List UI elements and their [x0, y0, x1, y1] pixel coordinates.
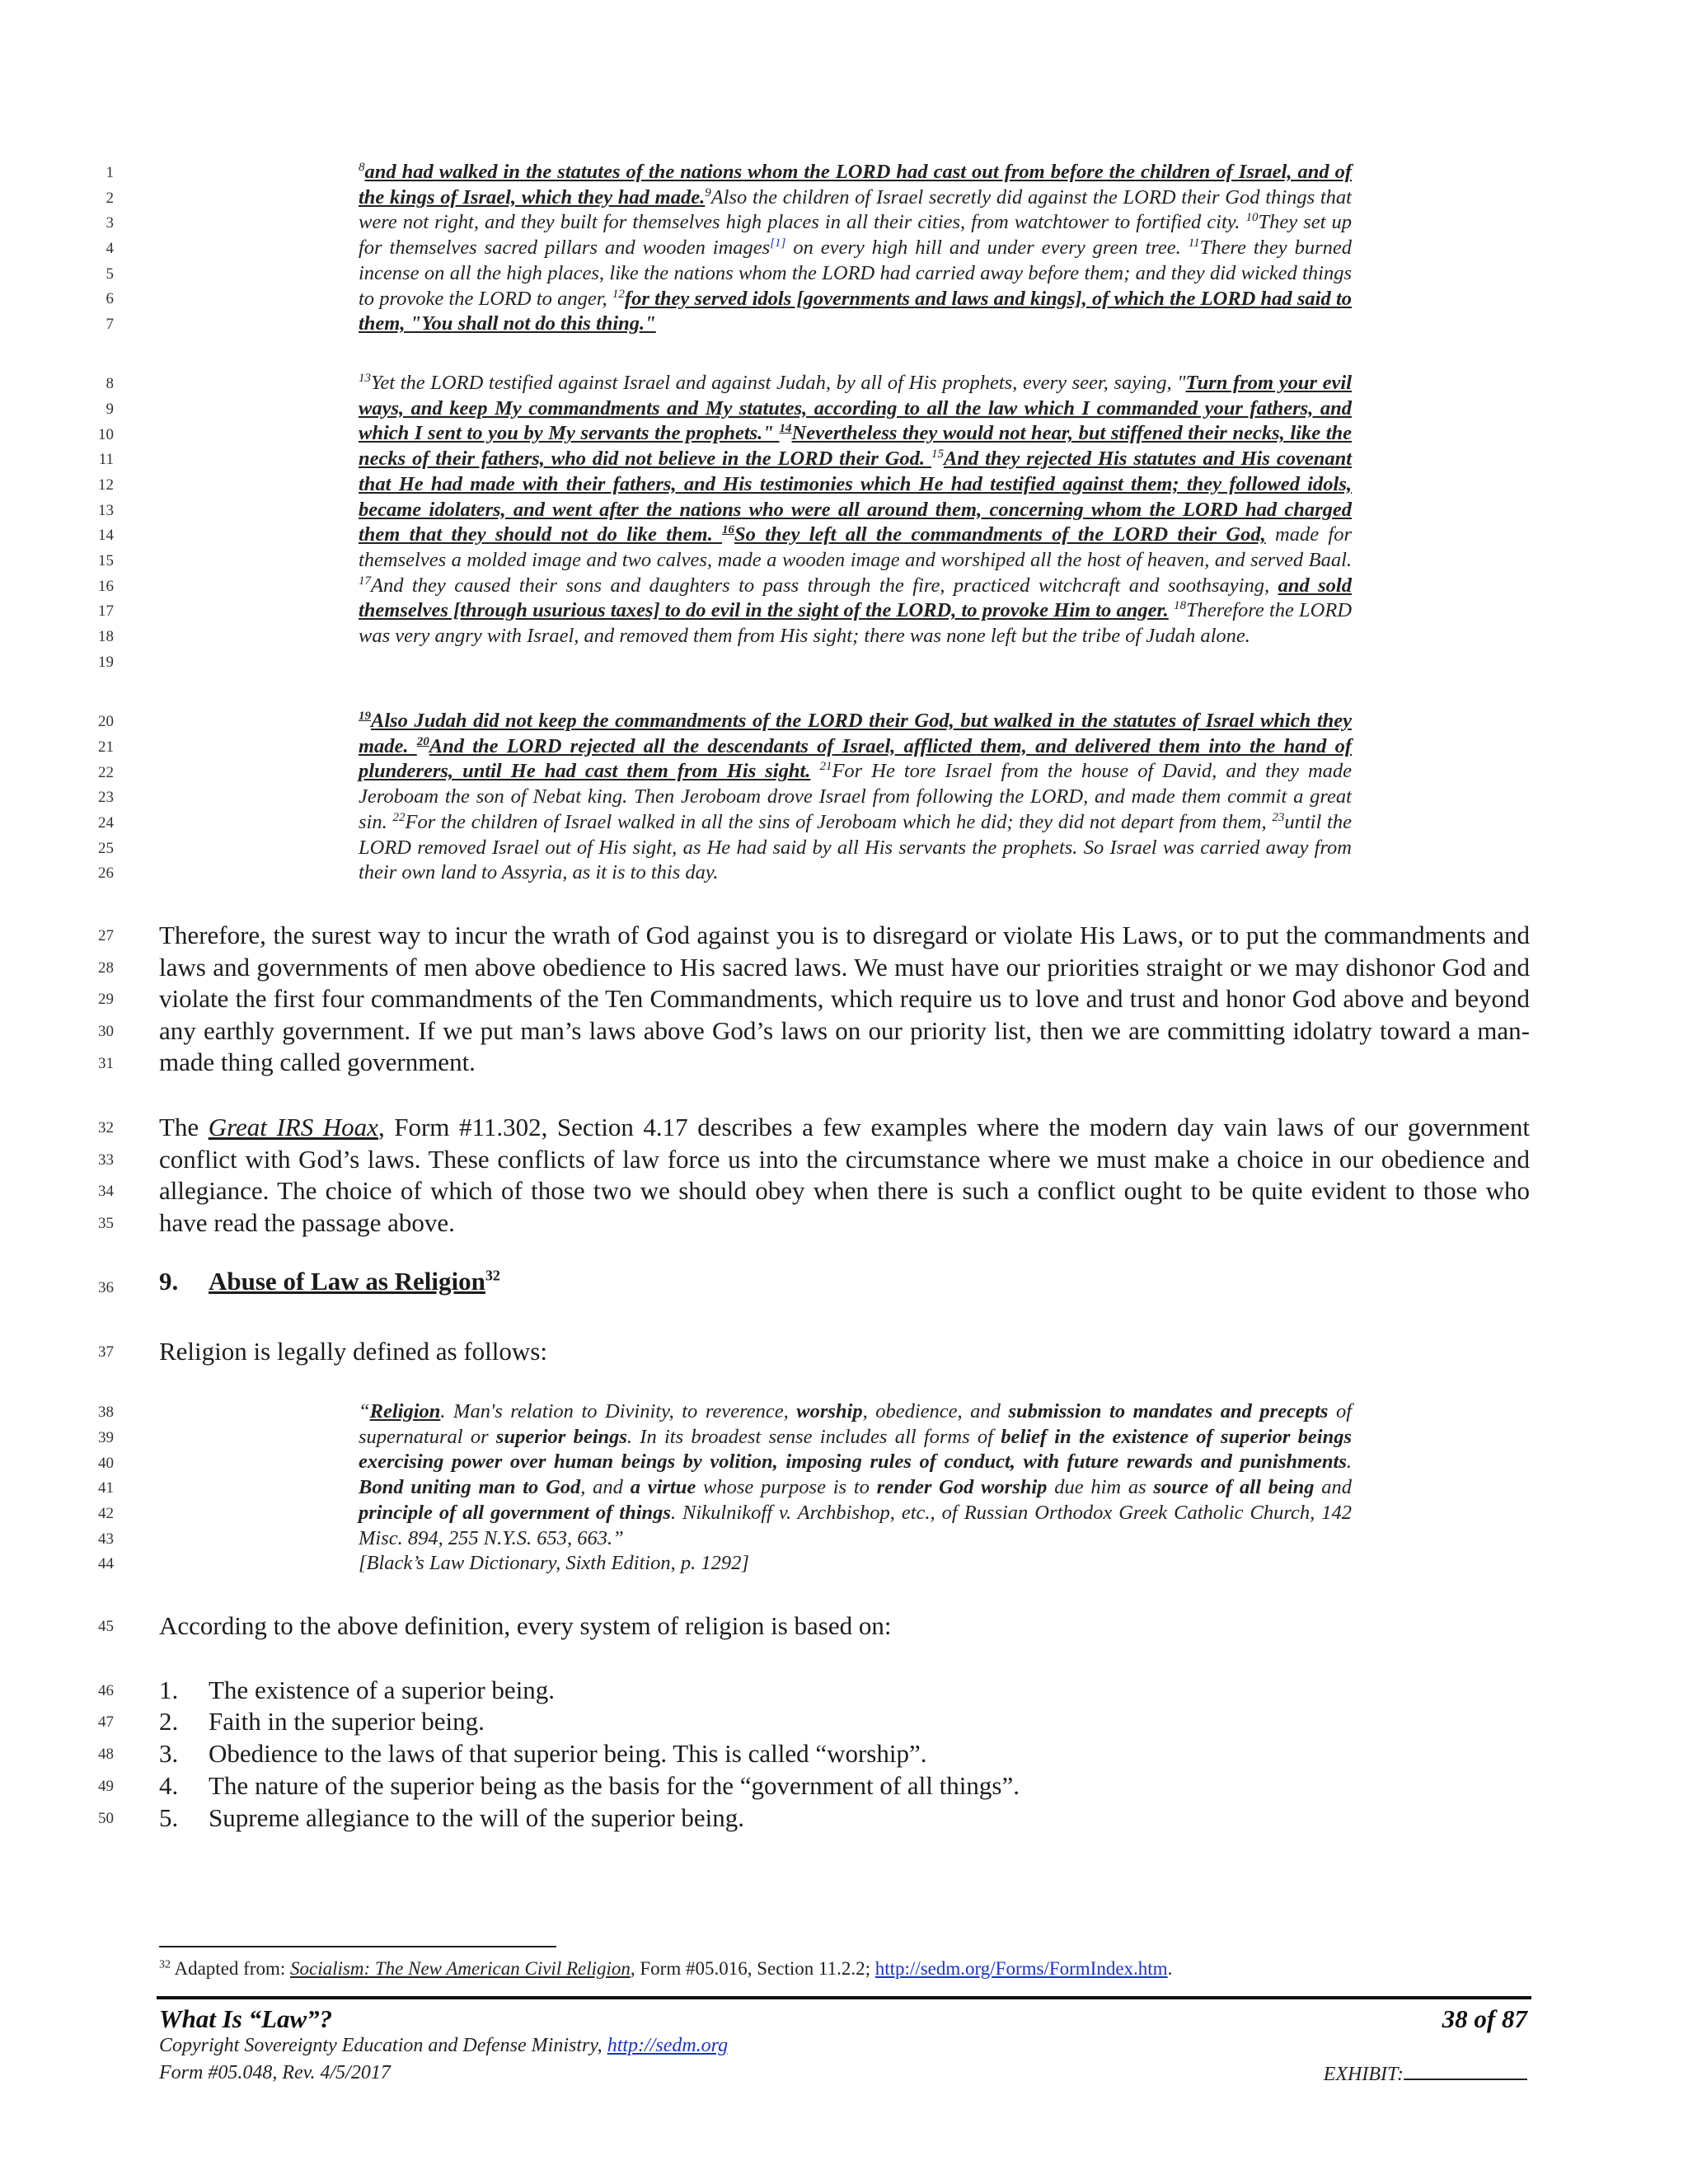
definition-quote: “Religion. Man's relation to Divinity, to reverence, worship, obedience, and submission to mandates and precepts of supernatural or superior beings. In its broadest sense includes all forms of belief in the existence of superior beings exercising power over human beings by volition, imposing rules of conduct, with future rewards and punishments. Bond uniting man to God, and a virtue whose purpose is to render God worship due him as source of all being and principle of all government of things. Nikulnikoff v. Archbishop, etc., of Russian Orthodox Greek Catholic Church, 142 Misc. 894, 255 N.Y.S. 653, 663.” [Black’s Law Dictionary, Sixth Edition, p. 1292] — [359, 1400, 1353, 1575]
line-number: 8 — [106, 375, 114, 392]
footnote-separator — [159, 1946, 556, 1947]
line-number: 12 — [98, 476, 114, 494]
footnote-link[interactable]: [1] — [770, 236, 786, 250]
line-number: 27 — [98, 927, 114, 944]
line-number: 20 — [98, 713, 114, 730]
line-number: 6 — [106, 290, 114, 307]
line-number: 49 — [98, 1778, 114, 1795]
line-number: 50 — [98, 1810, 114, 1827]
line-number: 29 — [98, 991, 114, 1008]
body-paragraph: Religion is legally defined as follows: — [159, 1337, 547, 1366]
line-number: 15 — [98, 552, 114, 569]
line-number: 3 — [106, 214, 114, 232]
body-paragraph: The Great IRS Hoax, Form #11.302, Section 4.17 describes a few examples where the modern day vain laws of our government conflict with God’s laws. These conflicts of law force us into the circumstance where we must make a choice in our obedience and allegiance. The choice of which of those two we should obey when there is such a conflict ought to be quite evident to those who have read the passage above. — [159, 1113, 1530, 1237]
line-number: 39 — [98, 1429, 114, 1446]
line-number: 47 — [98, 1713, 114, 1731]
line-number: 48 — [98, 1746, 114, 1763]
list-item: 2. Faith in the superior being. — [159, 1707, 485, 1736]
sedm-link[interactable]: http://sedm.org — [607, 2035, 729, 2056]
line-number: 43 — [98, 1530, 114, 1548]
line-number: 28 — [98, 959, 114, 977]
exhibit-blank — [1404, 2062, 1527, 2080]
footer-form-number: Form #05.048, Rev. 4/5/2017 — [159, 2062, 391, 2083]
footer-document-title: What Is “Law”? — [159, 2004, 333, 2033]
line-number: 46 — [98, 1682, 114, 1699]
footnote-reference[interactable]: 32 — [485, 1267, 500, 1284]
line-number: 16 — [98, 578, 114, 595]
line-number: 36 — [98, 1279, 114, 1296]
line-number: 18 — [98, 628, 114, 645]
line-number: 35 — [98, 1215, 114, 1232]
line-number: 14 — [98, 527, 114, 544]
section-heading: 9. Abuse of Law as Religion$^{32}$ — [159, 1267, 500, 1296]
line-number: 38 — [98, 1404, 114, 1421]
line-number: 37 — [98, 1343, 114, 1361]
line-number: 1 — [106, 164, 114, 181]
line-number: 17 — [98, 602, 114, 620]
list-item: 4. The nature of the superior being as the basis for the “government of all things”. — [159, 1771, 1020, 1800]
line-number: 45 — [98, 1618, 114, 1635]
footer-rule — [157, 1996, 1531, 1999]
body-paragraph: Therefore, the surest way to incur the wrath of God against you is to disregard or violate His Laws, or to put the commandments and laws and governments of men above obedience to His sacred laws. We must have our priorities straight or we may dishonor God and violate the first four commandments of the Ten Commandments, which require us to love and trust and honor God above and beyond any earthly government. If we put man’s laws above God’s laws on our priority list, then we are committing idolatry toward a man-made thing called government. — [159, 921, 1530, 1077]
line-number: 22 — [98, 764, 114, 781]
great-irs-hoax-link[interactable]: Great IRS Hoax — [208, 1113, 378, 1141]
list-item: 1. The existence of a superior being. — [159, 1675, 556, 1704]
footnote: $^{32}$ Adapted from: Socialism: The New American Civil Religion, Form #05.016, Section 11.2.2; http://sedm.org/Forms/FormIndex.htm. — [159, 1958, 1173, 1979]
line-number: 31 — [98, 1055, 114, 1072]
form-index-link[interactable]: http://sedm.org/Forms/FormIndex.htm — [874, 1958, 1168, 1979]
line-number: 13 — [98, 502, 114, 519]
line-number: 9 — [106, 401, 114, 418]
line-number: 34 — [98, 1183, 114, 1200]
list-item: 3. Obedience to the laws of that superior being. This is called “worship”. — [159, 1739, 927, 1768]
line-number: 2 — [106, 190, 114, 207]
line-number: 19 — [98, 654, 114, 671]
line-number: 32 — [98, 1119, 114, 1137]
line-number: 4 — [106, 240, 114, 257]
list-item: 5. Supreme allegiance to the will of the superior being. — [159, 1803, 744, 1832]
line-number: 26 — [98, 865, 114, 882]
footer-copyright: Copyright Sovereignty Education and Defense Ministry, http://sedm.org — [159, 2035, 729, 2056]
line-number: 33 — [98, 1151, 114, 1169]
footnote-source-link[interactable]: Socialism: The New American Civil Religion — [290, 1958, 631, 1979]
body-paragraph: According to the above definition, every system of religion is based on: — [159, 1611, 892, 1640]
line-number: 44 — [98, 1555, 114, 1572]
page-number: 38 of 87 — [1442, 2004, 1527, 2033]
line-number: 24 — [98, 814, 114, 832]
scripture-quote-1: $^8$and had walked in the statutes of the nations whom the LORD had cast out from before the children of Israel, and of the kings of Israel, which they had made.$^9$Also the children of Israel secretly did against the LORD their God things that were not right, and they built for themselves high places in all their cities, from watchtower to fortified city. $^{10}$They set up for themselves sacred pillars and wooden images[1] on every high hill and under every green tree. $^{11}$There they burned incense on all the high places, like the nations whom the LORD had carried away before them; and they did wicked things to provoke the LORD to anger, $^{12}$for they served idols [governments and laws and kings], of which the LORD had said to them, "You shall not do this thing." — [359, 160, 1352, 335]
line-number: 21 — [98, 738, 114, 756]
line-number: 23 — [98, 789, 114, 806]
line-number: 30 — [98, 1023, 114, 1040]
line-number: 7 — [106, 316, 114, 333]
citation: [Black’s Law Dictionary, Sixth Edition, p. 1292] — [359, 1552, 749, 1575]
line-number: 25 — [98, 840, 114, 857]
exhibit-field: EXHIBIT: — [1324, 2062, 1527, 2086]
line-number: 41 — [98, 1479, 114, 1497]
line-number: 40 — [98, 1455, 114, 1472]
line-number: 10 — [98, 426, 114, 443]
scripture-quote-2: $^{13}$Yet the LORD testified against Israel and against Judah, by all of His prophets, every seer, saying, "Turn from your evil ways, and keep My commandments and My statutes, according to all the law which I commanded your fathers, and which I sent to you by My servants the prophets." $^{14}$Nevertheless they would not hear, but stiffened their necks, like the necks of their fathers, who did not believe in the LORD their God. $^{15}$And they rejected His statutes and His covenant that He had made with their fathers, and His testimonies which He had testified against them; they followed idols, became idolaters, and went after the nations who were all around them, concerning whom the LORD had charged them that they should not do like them. $^{16}$So they left all the commandments of the LORD their God, made for themselves a molded image and two calves, made a wooden image and worshiped all the host of heaven, and served Baal. $^{17}$And they caused their sons and daughters to pass through the fire, practiced witchcraft and soothsaying, and sold themselves [through usurious taxes] to do evil in the sight of the LORD, to provoke Him to anger. $^{18}$Therefore the LORD was very angry with Israel, and removed them from His sight; there was none left but the tribe of Judah alone. — [359, 371, 1353, 648]
line-number: 5 — [106, 265, 114, 283]
scripture-quote-3: $^{19}$Also Judah did not keep the commandments of the LORD their God, but walked in the statutes of Israel which they made. $^{20}$And the LORD rejected all the descendants of Israel, afflicted them, and delivered them into the hand of plunderers, until He had cast them from His sight. $^{21}$For He tore Israel from the house of David, and they made Jeroboam the son of Nebat king. Then Jeroboam drove Israel from following the LORD, and made them commit a great sin. $^{22}$For the children of Israel walked in all the sins of Jeroboam which he did; they did not depart from them, $^{23}$until the LORD removed Israel out of His sight, as He had said by all His servants the prophets. So Israel was carried away from their own land to Assyria, as it is to this day. — [359, 709, 1353, 884]
line-number: 42 — [98, 1505, 114, 1522]
line-number: 11 — [98, 451, 114, 468]
